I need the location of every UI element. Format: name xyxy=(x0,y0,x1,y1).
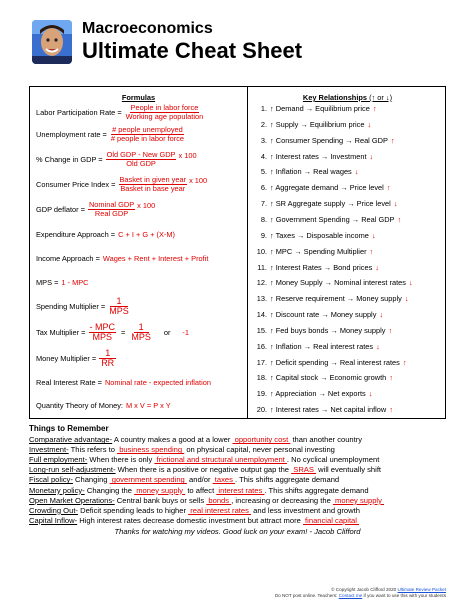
formula-numerator: # people unemployed xyxy=(112,125,183,134)
relationship-item xyxy=(254,120,371,129)
item-number: 6. xyxy=(260,183,267,193)
formula-gdp-change xyxy=(36,151,197,168)
item-number: 20. xyxy=(256,405,267,415)
text: to affect xyxy=(185,485,217,495)
remember-line xyxy=(29,445,446,455)
formula-denominator: Real GDP xyxy=(94,208,129,218)
item-text: ↑ Fed buys bonds → Money supply xyxy=(270,325,386,335)
answer-blank: money supply xyxy=(134,485,186,495)
text: Central bank buys or sells xyxy=(114,495,207,505)
formula-denominator: Basket in base year xyxy=(120,183,186,193)
equals-sign: = xyxy=(121,328,126,338)
text: will eventually shift xyxy=(316,465,382,475)
formula-label: Money Multiplier = xyxy=(36,354,97,364)
answer-arrow: ↓ xyxy=(404,294,409,304)
formula-denominator: RR xyxy=(101,358,115,369)
remember-line xyxy=(29,475,446,485)
item-text: ↑ Inflation → Real wages xyxy=(270,167,352,177)
copyright-text: © Copyright Jacob Clifford 2020 xyxy=(331,587,398,592)
heading-sub: (↑ or ↓) xyxy=(369,93,393,102)
answer-arrow: ↑ xyxy=(386,183,391,193)
item-number: 1. xyxy=(260,104,267,113)
item-text: ↑ MPC → Spending Multiplier xyxy=(270,246,367,256)
relationship-item xyxy=(254,231,376,240)
formulas-heading: Formulas xyxy=(121,93,156,102)
answer-arrow: ↑ xyxy=(388,325,393,335)
text: When there is only xyxy=(87,455,155,465)
formula-tail: x 100 xyxy=(178,151,197,160)
or-text: or xyxy=(163,328,171,338)
item-number: 14. xyxy=(256,310,267,320)
formula-label: Spending Multiplier = xyxy=(36,302,106,312)
formula-denominator: Working age population xyxy=(125,111,204,121)
item-text: ↑ Discount rate → Money supply xyxy=(270,310,377,320)
item-text: ↑ Reserve requirement → Money supply xyxy=(270,294,402,304)
answer-blank: financial capital xyxy=(302,515,360,525)
text: , increasing or decreasing the xyxy=(231,495,333,505)
answer-arrow: ↓ xyxy=(379,310,384,320)
answer-blank: bonds xyxy=(206,495,232,505)
formula-value: Wages + Rent + Interest + Profit xyxy=(102,254,209,263)
item-number: 10. xyxy=(256,246,267,256)
term: Full employment- xyxy=(29,455,88,465)
relationship-item xyxy=(254,167,358,176)
relationship-item xyxy=(254,326,392,335)
relationship-item xyxy=(254,136,395,145)
item-number: 11. xyxy=(257,262,267,272)
formula-denominator: # people in labor force xyxy=(110,133,185,143)
text: and less investment and growth xyxy=(251,505,360,515)
relationship-item xyxy=(254,215,401,224)
item-number: 15. xyxy=(256,325,267,335)
key-relationships-column xyxy=(248,87,447,418)
formula-expenditure xyxy=(36,230,175,239)
remember-line xyxy=(29,506,446,516)
answer-arrow: ↓ xyxy=(393,199,398,209)
item-text: ↑ Deficit spending → Real interest rates xyxy=(270,357,400,367)
key-relationships-heading xyxy=(248,93,447,102)
term: Long-run self-adjustment- xyxy=(29,465,116,475)
term: Fiscal policy- xyxy=(29,475,73,485)
formula-label: GDP deflator = xyxy=(36,204,85,214)
relationship-item xyxy=(254,152,373,161)
formula-value: Nominal rate - expected inflation xyxy=(104,378,211,387)
formulas-column xyxy=(30,87,247,418)
text: than another country xyxy=(290,435,363,445)
term: Investment- xyxy=(29,445,69,455)
answer-arrow: ↑ xyxy=(402,357,407,367)
relationship-item xyxy=(254,104,377,113)
formula-value: M x V = P x Y xyxy=(125,401,171,410)
answer-arrow: ↑ xyxy=(369,246,374,256)
item-text: ↑ Taxes → Disposable income xyxy=(270,230,369,240)
formula-tail: x 100 xyxy=(189,176,208,185)
contact-link[interactable]: Contact me xyxy=(338,593,363,598)
formula-numerator: Basket in given year xyxy=(119,175,187,184)
formula-denominator: Old GDP xyxy=(126,158,156,168)
relationship-item xyxy=(254,247,373,256)
relationship-item xyxy=(254,199,397,208)
remember-line xyxy=(29,486,446,496)
item-text: ↑ Aggregate demand → Price level xyxy=(270,183,384,193)
term: Capital Inflow- xyxy=(29,515,78,525)
formula-numerator: Old GDP - New GDP xyxy=(106,150,176,159)
answer-blank: taxes xyxy=(212,475,236,485)
notice-text: if you want to use this with your students xyxy=(362,593,446,598)
answer-arrow: ↓ xyxy=(371,230,376,240)
relationship-item xyxy=(254,278,413,287)
item-text: ↑ Interest Rates → Bond prices xyxy=(270,262,373,272)
things-to-remember xyxy=(29,424,446,537)
relationship-item xyxy=(254,358,407,367)
formula-unemployment xyxy=(36,126,185,143)
formula-label: Real Interest Rate = xyxy=(36,378,102,387)
formula-money-multiplier xyxy=(36,349,116,369)
relationship-item xyxy=(254,263,379,272)
formula-numerator: 1 xyxy=(110,297,127,307)
item-text: ↑ Consumer Spending → Real GDP xyxy=(270,135,388,145)
item-text: ↑ Supply → Equilibrium price xyxy=(270,119,365,129)
item-number: 17. xyxy=(256,357,267,367)
text: on physical capital, never personal investing xyxy=(184,445,335,455)
term: Open Market Operations- xyxy=(29,495,115,505)
item-text: ↑ Appreciation → Net exports xyxy=(270,389,366,399)
item-text: ↑ Interest rates → Investment xyxy=(270,151,367,161)
remember-line xyxy=(29,516,446,526)
thanks-message: Thanks for watching my videos. Good luck on your exam! - Jacob Clifford xyxy=(114,526,361,536)
formula-tax-multiplier xyxy=(36,323,189,343)
formula-mps xyxy=(36,278,89,287)
text: A country makes a good at a lower xyxy=(112,435,233,445)
heading-text: Key Relationships xyxy=(302,93,367,102)
item-number: 4. xyxy=(260,151,267,161)
review-packet-link[interactable]: Ultimate Review Packet xyxy=(397,587,446,592)
answer-arrow: ↑ xyxy=(389,373,393,383)
formula-numerator: 1 xyxy=(134,323,149,333)
notice-text: Do NOT post online. Teachers: xyxy=(274,593,339,598)
item-text: ↑ Interest rates → Net capital inflow xyxy=(270,405,387,415)
remember-line xyxy=(29,465,446,475)
item-text: ↑ Government Spending → Real GDP xyxy=(270,214,395,224)
formula-cpi xyxy=(36,176,207,193)
answer-arrow: ↓ xyxy=(408,278,413,288)
relationship-item xyxy=(254,183,391,192)
item-text: ↑ Capital stock → Economic growth xyxy=(270,373,387,383)
formula-denominator: MPS xyxy=(92,332,112,343)
answer-arrow: ↑ xyxy=(372,104,377,113)
remember-line xyxy=(29,455,446,465)
text: Changing xyxy=(72,475,110,485)
relationship-item xyxy=(254,294,409,303)
formula-label: MPS = xyxy=(36,278,59,287)
formula-numerator: - MPC xyxy=(89,322,115,332)
text: Changing the xyxy=(84,485,135,495)
page-title: Ultimate Cheat Sheet xyxy=(82,38,303,63)
formula-alt: -1 xyxy=(182,328,189,338)
item-text: ↑ Inflation → Real interest rates xyxy=(270,341,374,351)
author-avatar xyxy=(32,20,72,64)
text: and/or xyxy=(186,475,213,485)
formula-value: C + I + G + (X-M) xyxy=(118,230,175,239)
item-number: 7. xyxy=(260,199,267,209)
item-text: ↑ SR Aggregate supply → Price level xyxy=(270,199,391,209)
formula-label: Tax Multiplier = xyxy=(36,328,86,338)
answer-blank: money supply xyxy=(332,495,385,505)
subtitle: Macroeconomics xyxy=(82,20,213,37)
answer-blank: real interest rates xyxy=(188,505,252,515)
answer-blank: SRAS xyxy=(291,465,317,475)
answer-arrow: ↓ xyxy=(375,262,379,272)
text: . This shifts aggregate demand xyxy=(235,475,340,485)
things-heading: Things to Remember xyxy=(29,424,109,433)
relationship-item xyxy=(254,310,383,319)
answer-arrow: ↓ xyxy=(368,389,373,399)
relationship-item xyxy=(254,342,380,351)
text: . No cyclical unemployment xyxy=(286,455,380,465)
item-number: 19. xyxy=(256,389,267,399)
text: When there is a positive or negative output gap the xyxy=(115,465,292,475)
relationship-item xyxy=(254,373,393,382)
formula-label: % Change in GDP = xyxy=(36,154,103,164)
text: High interest rates decrease domestic investment but attract more xyxy=(77,515,303,525)
formula-denominator: MPS xyxy=(109,306,129,317)
answer-arrow: ↓ xyxy=(369,151,374,161)
item-number: 9. xyxy=(260,230,267,240)
item-number: 18. xyxy=(256,373,267,383)
formula-labor-participation xyxy=(36,104,204,121)
formula-income xyxy=(36,254,208,263)
item-number: 5. xyxy=(260,167,267,177)
formula-label: Quantity Theory of Money: xyxy=(36,401,123,410)
answer-arrow: ↓ xyxy=(376,341,380,351)
text: This refers to xyxy=(68,445,118,455)
item-number: 13. xyxy=(256,294,267,304)
answer-arrow: ↑ xyxy=(390,135,395,145)
text: . This shifts aggregate demand xyxy=(264,485,369,495)
formula-label: Income Approach = xyxy=(36,254,100,263)
formula-numerator: 1 xyxy=(99,349,116,359)
answer-blank: business spending xyxy=(117,445,185,455)
formula-numerator: Nominal GDP xyxy=(88,200,135,209)
answer-blank: frictional and structural unemployment xyxy=(154,455,287,465)
main-table xyxy=(29,86,446,419)
text: Deficit spending leads to higher xyxy=(77,505,189,515)
answer-arrow: ↑ xyxy=(397,214,402,224)
formula-label: Consumer Price Index = xyxy=(36,179,116,189)
formula-value: 1 - MPC xyxy=(61,278,89,287)
item-text: ↑ Demand → Equilibrium price xyxy=(270,104,370,113)
answer-blank: interest rates xyxy=(216,485,265,495)
formula-label: Unemployment rate = xyxy=(36,129,107,139)
item-number: 3. xyxy=(260,135,267,145)
formula-denominator: MPS xyxy=(131,332,151,343)
formula-qtm xyxy=(36,401,171,410)
answer-arrow: ↑ xyxy=(389,405,393,415)
item-number: 8. xyxy=(260,214,267,224)
formula-numerator: People in labor force xyxy=(130,103,199,112)
item-number: 16. xyxy=(256,341,267,351)
term: Monetary policy- xyxy=(29,485,85,495)
answer-blank: government spending xyxy=(109,475,187,485)
formula-real-interest xyxy=(36,378,211,387)
remember-line xyxy=(29,435,446,445)
answer-arrow: ↓ xyxy=(354,167,359,177)
copyright-footer xyxy=(275,587,446,599)
answer-blank: opportunity cost xyxy=(232,435,291,445)
answer-arrow: ↓ xyxy=(367,119,372,129)
formula-spending-multiplier xyxy=(36,297,130,317)
relationship-item xyxy=(254,405,393,414)
term: Crowding Out- xyxy=(29,505,78,515)
remember-line xyxy=(29,496,446,506)
header xyxy=(0,0,474,86)
item-number: 2. xyxy=(260,119,267,129)
formula-label: Labor Participation Rate = xyxy=(36,107,122,117)
formula-label: Expenditure Approach = xyxy=(36,230,116,239)
term: Comparative advantage- xyxy=(29,435,113,445)
item-text: ↑ Money Supply → Nominal interest rates xyxy=(270,278,406,288)
item-number: 12. xyxy=(256,278,267,288)
formula-tail: x 100 xyxy=(137,201,156,210)
relationship-item xyxy=(254,389,372,398)
formula-gdp-deflator xyxy=(36,201,155,218)
